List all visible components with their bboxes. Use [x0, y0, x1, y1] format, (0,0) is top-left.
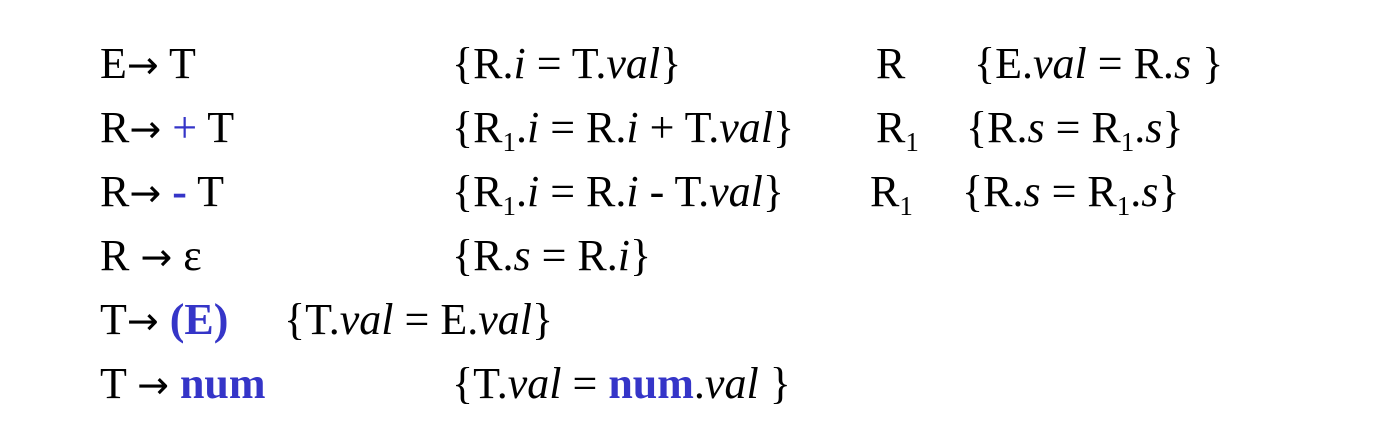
production-nonterminal: $R_1$	[876, 103, 919, 157]
semantic-action: {E.val = R.s }	[974, 39, 1224, 88]
production-row	[0, 290, 1396, 350]
production-row	[0, 354, 1396, 414]
production-nonterminal: R	[876, 39, 906, 88]
production-row	[0, 34, 1396, 94]
semantic-action: $\{R.s = R_1.s\}$	[962, 167, 1180, 221]
production-lhs: T → num	[100, 359, 266, 408]
production-lhs: R→ - T	[100, 167, 224, 216]
production-lhs: R→ + T	[100, 103, 235, 152]
semantic-action: {R.i = T.val}	[452, 39, 682, 88]
production-row	[0, 162, 1396, 222]
semantic-action: $\{R.s = R_1.s\}$	[966, 103, 1184, 157]
production-row	[0, 98, 1396, 158]
semantic-action: {R.s = R.i}	[452, 231, 652, 280]
production-lhs: E→ T	[100, 39, 196, 88]
semantic-action: $\{R_1.i = R.i + T.val\}$	[452, 103, 795, 157]
production-lhs: T→ (E)	[100, 295, 229, 344]
production-row	[0, 226, 1396, 286]
production-lhs: R → ε	[100, 231, 202, 280]
semantic-action: {T.val = num.val }	[452, 359, 791, 408]
production-nonterminal: $R_1$	[870, 167, 913, 221]
semantic-action: $\{R_1.i = R.i - T.val\}$	[452, 167, 784, 221]
semantic-action: {T.val = E.val}	[284, 295, 554, 344]
